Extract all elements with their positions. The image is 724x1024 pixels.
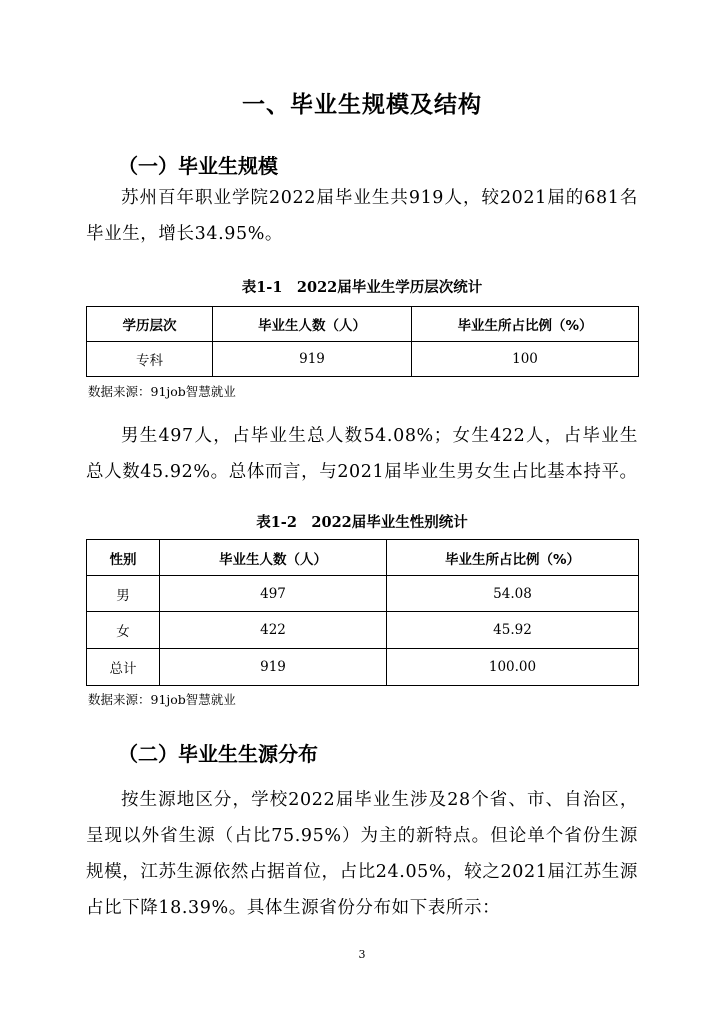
table-cell: 54.08: [387, 576, 639, 612]
table-row: [87, 649, 639, 686]
table-cell: 男: [87, 576, 160, 612]
column-header: 毕业生人数（人）: [160, 540, 387, 576]
column-header: 学历层次: [87, 307, 213, 342]
table-cell: 100.00: [387, 649, 639, 686]
table-cell: 女: [87, 612, 160, 649]
page-number: 3: [358, 948, 366, 961]
chapter-title: 一、毕业生规模及结构: [242, 92, 482, 118]
table-education-level: [86, 306, 639, 377]
table-cell: 专科: [87, 342, 213, 377]
table-header-row: [87, 307, 639, 342]
table-row: [87, 342, 639, 377]
table-cell: 100: [412, 342, 639, 377]
paragraph-graduate-total: 苏州百年职业学院2022届毕业生共919人，较2021届的681名毕业生，增长34.95%。: [86, 188, 638, 244]
table2-source: 数据来源：91job智慧就业: [88, 692, 236, 707]
table1-caption: 表1-1 2022届毕业生学历层次统计: [241, 279, 483, 296]
table-cell: 422: [160, 612, 387, 649]
column-header: 性别: [87, 540, 160, 576]
table-cell: 919: [160, 649, 387, 686]
table-cell: 45.92: [387, 612, 639, 649]
table-gender: [86, 539, 639, 686]
table-cell: 总计: [87, 649, 160, 686]
section-title-scale: （一）毕业生规模: [118, 154, 278, 178]
paragraph-gender: 男生497人，占毕业生总人数54.08%；女生422人，占毕业生总人数45.92%。总体而言，与2021届毕业生男女生占比基本持平。: [86, 426, 638, 482]
table2-caption: 表1-2 2022届毕业生性别统计: [256, 514, 468, 531]
table-header-row: [87, 540, 639, 576]
table-cell: 497: [160, 576, 387, 612]
column-header: 毕业生所占比例（%）: [387, 540, 639, 576]
table-cell: 919: [213, 342, 412, 377]
table1-source: 数据来源：91job智慧就业: [88, 384, 236, 399]
column-header: 毕业生所占比例（%）: [412, 307, 639, 342]
paragraph-origin-distribution: 按生源地区分，学校2022届毕业生涉及28个省、市、自治区，呈现以外省生源（占比75.95%）为主的新特点。但论单个省份生源规模，江苏生源依然占据首位，占比24.05%，较之2021届江苏生源占比下降18.39%。具体生源省份分布如下表所示：: [86, 790, 638, 918]
table-row: [87, 612, 639, 649]
section-title-origin: （二）毕业生生源分布: [118, 742, 318, 766]
table-row: [87, 576, 639, 612]
column-header: 毕业生人数（人）: [213, 307, 412, 342]
